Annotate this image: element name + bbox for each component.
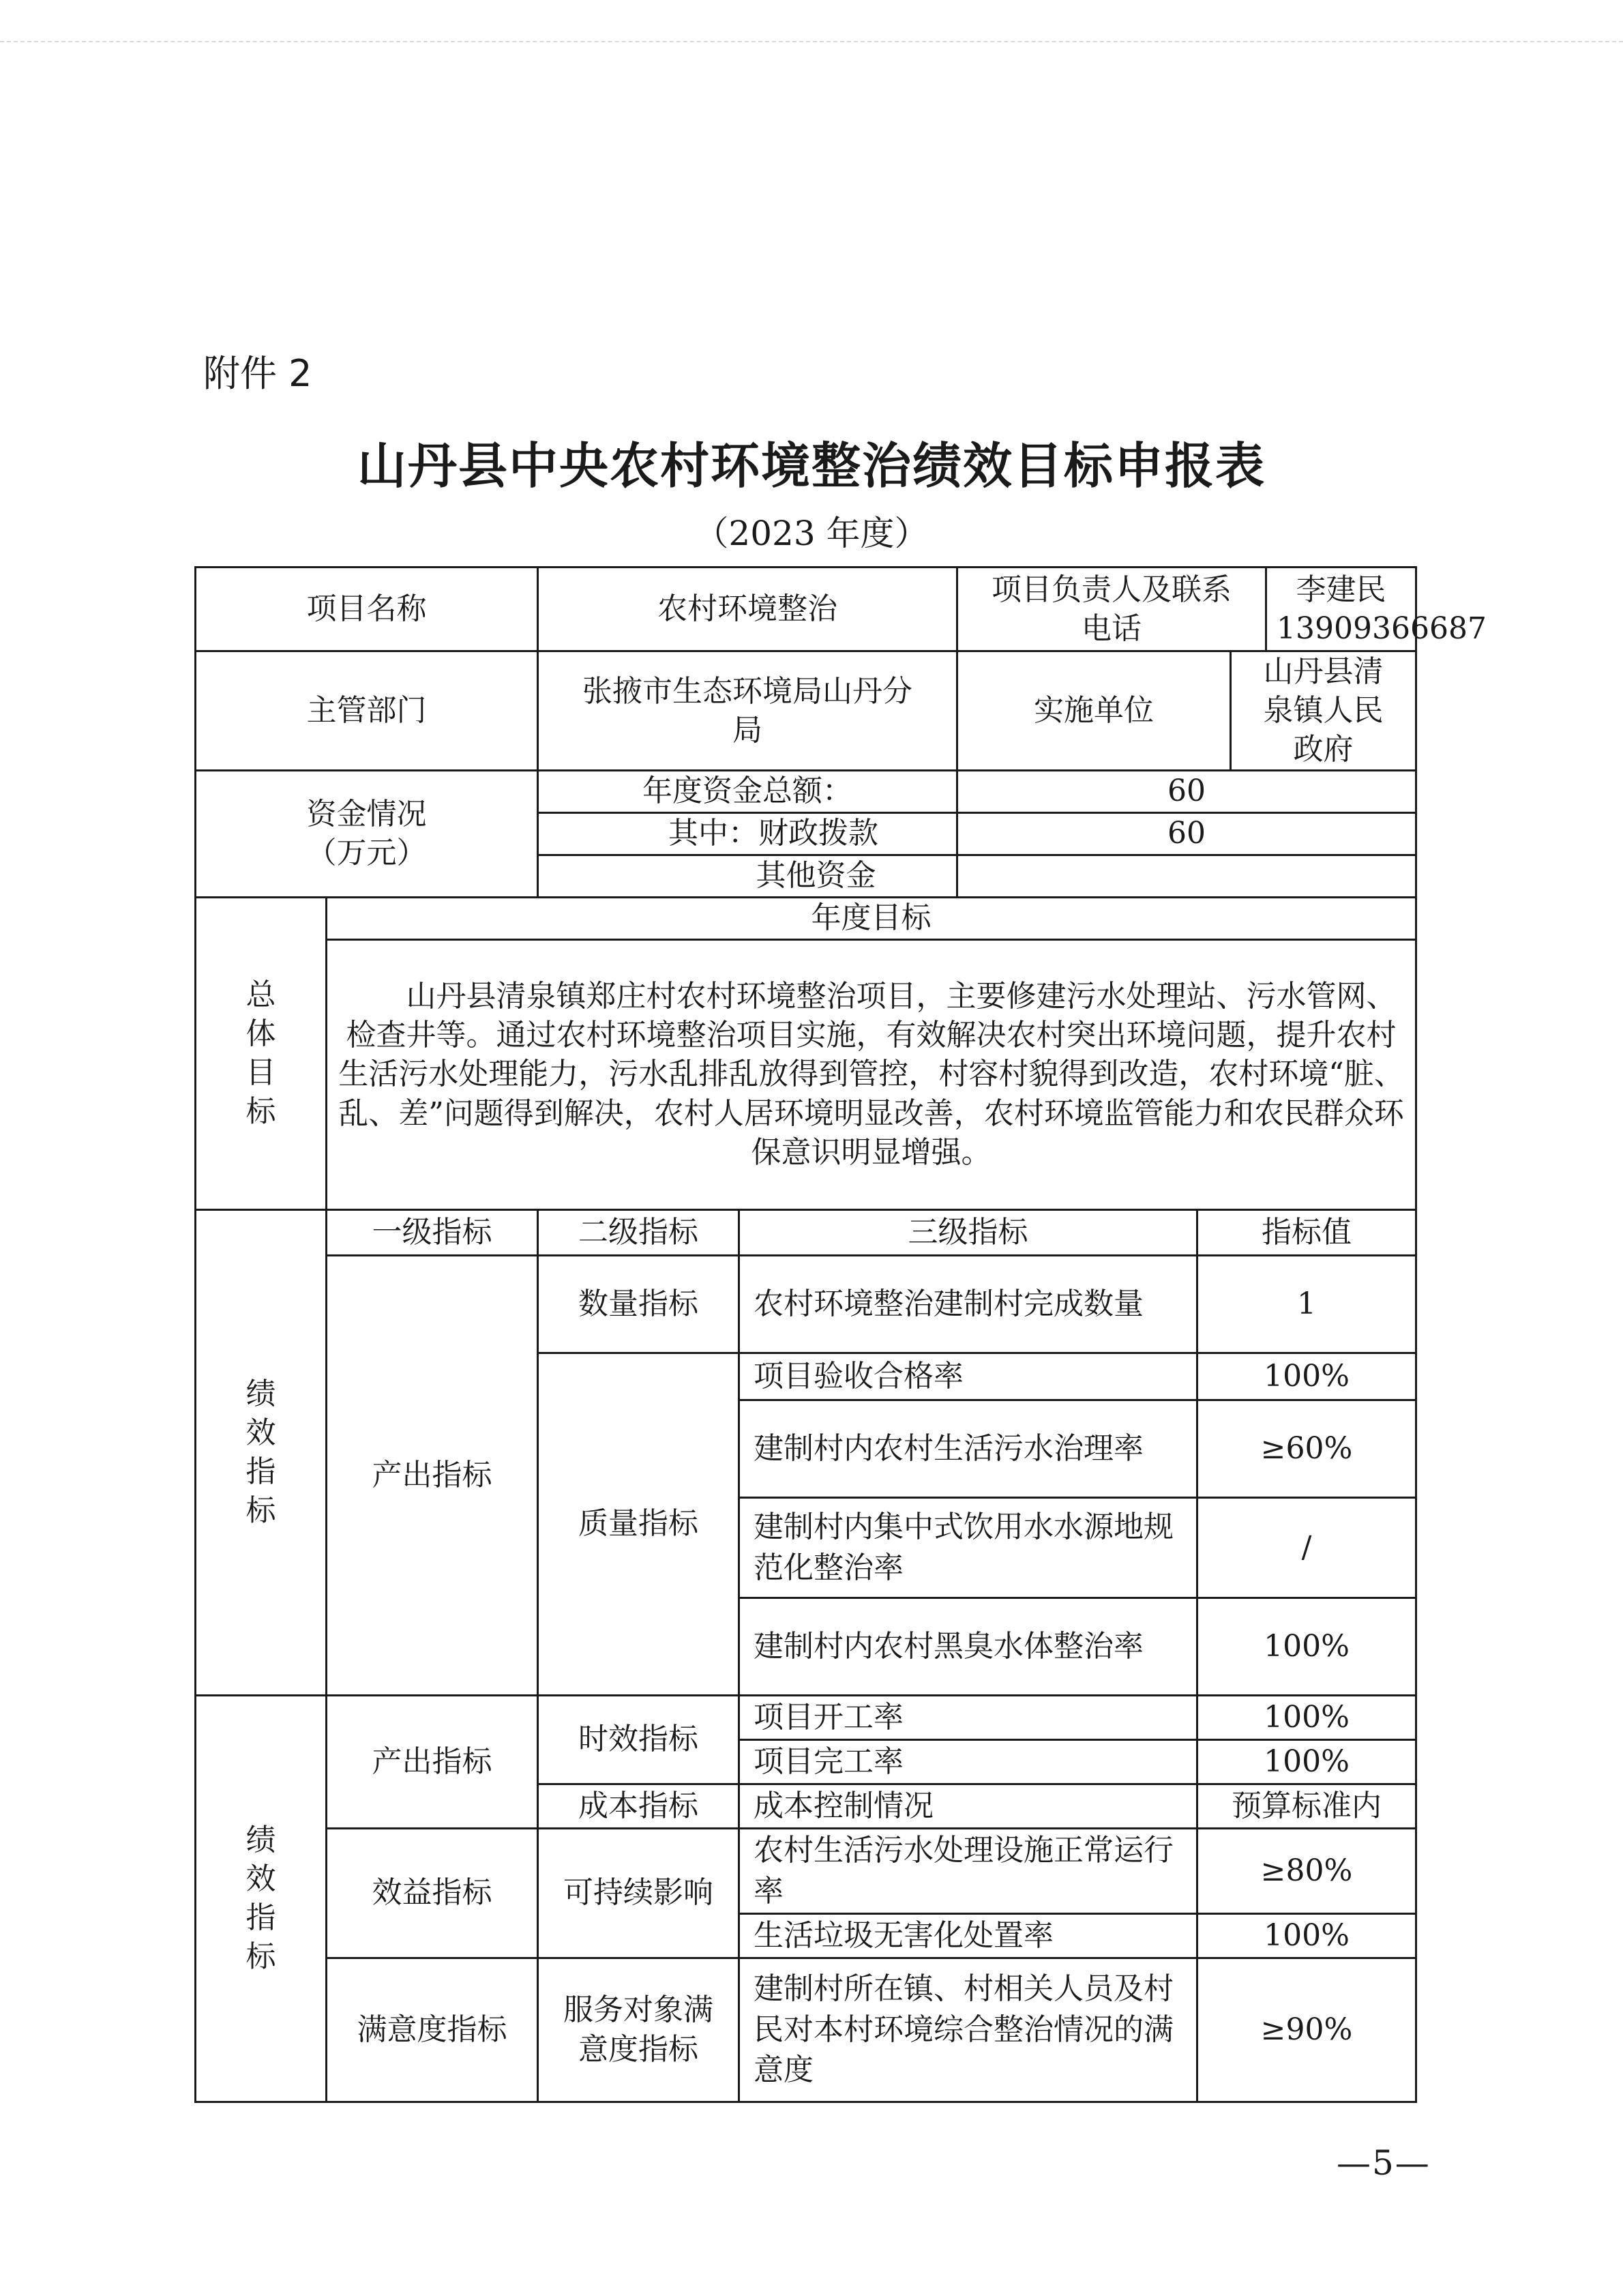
indicator-name: 建制村内集中式饮用水水源地规范化整治率 xyxy=(740,1499,1197,1597)
annual-target-header: 年度目标 xyxy=(327,897,1416,939)
indicator-value: ≥60% xyxy=(1260,1430,1353,1466)
leader-subtable xyxy=(958,568,1487,650)
quality-row-4 xyxy=(739,1598,1416,1695)
indicator-name: 建制村所在镇、村相关人员及村民对本村环境综合整治情况的满意度 xyxy=(740,1959,1197,2101)
quality-row-3 xyxy=(739,1497,1416,1598)
attachment-label: 附件 2 xyxy=(203,352,312,395)
impl-label: 实施单位 xyxy=(958,652,1231,769)
indicator-value: 预算标准内 xyxy=(1232,1788,1382,1823)
sustain-subtable-1 xyxy=(740,1829,1415,1913)
header-level2: 二级指标 xyxy=(538,1209,739,1255)
quality-row-2 xyxy=(739,1400,1416,1497)
leader-value: 李建民 13909366687 xyxy=(1277,572,1487,646)
overall-target-label-text: 总体目标 xyxy=(245,977,276,1130)
impl-row-cell xyxy=(957,651,1416,771)
document-title: 山丹县中央农村环境整治绩效目标申报表 xyxy=(357,437,1266,495)
funds-fiscal-value: 60 xyxy=(957,812,1416,855)
quality-indicator: 质量指标 xyxy=(538,1353,739,1695)
funds-other-label: 其他资金 xyxy=(538,855,957,897)
indicator-name: 建制村内农村生活污水治理率 xyxy=(740,1401,1197,1497)
sustain-indicator: 可持续影响 xyxy=(538,1828,739,1958)
dept-label: 主管部门 xyxy=(196,651,538,771)
header-subtable xyxy=(740,1211,1415,1254)
quantity-indicator: 数量指标 xyxy=(538,1255,739,1353)
project-name-label: 项目名称 xyxy=(196,568,538,651)
leader-row-cell xyxy=(957,568,1487,651)
indicator-value: 100% xyxy=(1264,1917,1350,1953)
leader-label: 项目负责人及联系电话 xyxy=(958,568,1266,650)
output-indicator-1: 产出指标 xyxy=(327,1255,538,1695)
header-level1: 一级指标 xyxy=(327,1209,538,1255)
quantity-subtable xyxy=(740,1256,1415,1352)
satisfaction-indicator: 满意度指标 xyxy=(327,1958,538,2102)
timeliness-row-1 xyxy=(739,1695,1416,1739)
quality-subtable-4 xyxy=(740,1599,1415,1694)
sustain-row-1 xyxy=(739,1828,1416,1913)
timeliness-indicator: 时效指标 xyxy=(538,1695,739,1784)
cost-indicator: 成本指标 xyxy=(538,1784,739,1828)
indicator-name: 生活垃圾无害化处置率 xyxy=(740,1915,1197,1957)
indicator-name: 建制村内农村黑臭水体整治率 xyxy=(740,1599,1197,1694)
satisfaction-subtable xyxy=(740,1959,1415,2101)
perf-indicators-label-2 xyxy=(196,1695,327,2102)
quality-subtable-3 xyxy=(740,1499,1415,1597)
indicator-value: 100% xyxy=(1264,1628,1350,1664)
cost-subtable xyxy=(740,1785,1415,1827)
indicator-name: 项目开工率 xyxy=(740,1696,1197,1739)
timeliness-subtable-2 xyxy=(740,1741,1415,1783)
year-subtitle: （2023 年度） xyxy=(694,514,929,553)
header-level3-and-value xyxy=(739,1209,1416,1255)
indicator-name: 农村生活污水处理设施正常运行率 xyxy=(740,1829,1197,1913)
quality-subtable-1 xyxy=(740,1354,1415,1399)
indicator-name: 项目完工率 xyxy=(740,1741,1197,1783)
satisfaction-row xyxy=(739,1958,1416,2102)
sustain-row-2 xyxy=(739,1913,1416,1958)
timeliness-subtable-1 xyxy=(740,1696,1415,1739)
indicator-value: 100% xyxy=(1264,1743,1350,1779)
indicator-name: 成本控制情况 xyxy=(740,1785,1197,1827)
impl-value: 山丹县清泉镇人民政府 xyxy=(1263,654,1384,767)
benefit-indicator: 效益指标 xyxy=(327,1828,538,1958)
quality-subtable-2 xyxy=(740,1401,1415,1497)
perf-indicators-label-1 xyxy=(196,1209,327,1695)
indicator-value: ≥80% xyxy=(1260,1853,1353,1888)
cost-row xyxy=(739,1784,1416,1828)
timeliness-row-2 xyxy=(739,1739,1416,1784)
annual-target-cell xyxy=(327,939,1416,1209)
funds-label: 资金情况（万元） xyxy=(196,770,538,897)
sustain-subtable-2 xyxy=(740,1915,1415,1957)
annual-target-text: 山丹县清泉镇郑庄村农村环境整治项目，主要修建污水处理站、污水管网、检查井等。通过农村环境整治项目实施，有效解决农村突出环境问题，提升农村生活污水处理能力，污水乱排乱放得到管控，村容村貌得到改造，农村环境“脏、乱、差”问题得到解决，农村人居环境明显改善，农村环境监管能力和农民群众环保意识明显增强。 xyxy=(338,979,1404,1170)
overall-target-label xyxy=(196,897,327,1209)
funds-total-label: 年度资金总额： xyxy=(538,770,957,812)
perf-indicators-label-1-text: 绩效指标 xyxy=(245,1376,276,1529)
service-satisfaction-indicator: 服务对象满意度指标 xyxy=(538,1958,739,2102)
quality-row-1 xyxy=(739,1353,1416,1400)
funds-other-value xyxy=(957,855,1416,897)
perf-indicators-label-2-text: 绩效指标 xyxy=(245,1822,276,1975)
funds-fiscal-label: 其中：财政拨款 xyxy=(538,812,957,855)
header-value: 指标值 xyxy=(1262,1214,1352,1250)
funds-total-value: 60 xyxy=(957,770,1416,812)
indicator-name: 项目验收合格率 xyxy=(740,1354,1197,1399)
page-number: —5— xyxy=(1337,2143,1431,2183)
indicator-value: ≥90% xyxy=(1260,2012,1353,2047)
indicator-value: 1 xyxy=(1297,1286,1316,1321)
indicator-value: 100% xyxy=(1264,1699,1350,1735)
impl-subtable xyxy=(958,652,1415,769)
indicator-name: 农村环境整治建制村完成数量 xyxy=(740,1256,1197,1352)
header-level3: 三级指标 xyxy=(740,1211,1197,1254)
output-indicator-2: 产出指标 xyxy=(327,1695,538,1828)
scan-edge-line xyxy=(0,41,1623,42)
quantity-row xyxy=(739,1255,1416,1353)
indicator-value: 100% xyxy=(1264,1358,1350,1394)
performance-target-table xyxy=(194,566,1487,2103)
dept-value: 张掖市生态环境局山丹分局 xyxy=(538,651,957,771)
project-name-value: 农村环境整治 xyxy=(538,568,957,651)
indicator-value: / xyxy=(1301,1529,1312,1565)
